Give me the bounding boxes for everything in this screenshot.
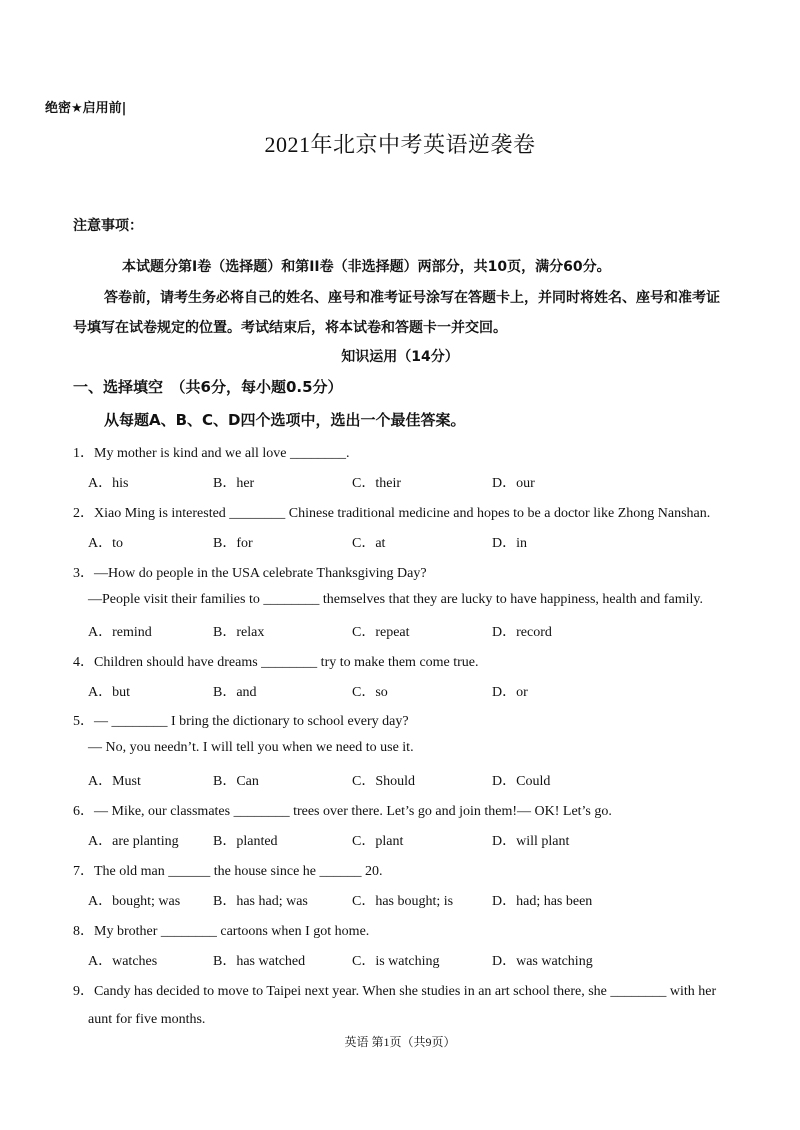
option-a[interactable]: A．watches bbox=[88, 954, 158, 969]
option-b[interactable]: B．relax bbox=[213, 625, 265, 640]
option-b[interactable]: B．Can bbox=[213, 774, 259, 789]
question-7-options bbox=[0, 890, 800, 910]
exam-title: 2021年北京中考英语逆袭卷 bbox=[264, 132, 536, 157]
option-d[interactable]: D．had; has been bbox=[492, 894, 593, 909]
question-8-options bbox=[0, 950, 800, 970]
notice-line-2: 答卷前，请考生务必将自己的姓名、座号和准考证号涂写在答题卡上，并同时将姓名、座号和准考证 bbox=[104, 290, 720, 306]
notice-line-1: 本试题分第I卷（选择题）和第II卷（非选择题）两部分，共10页，满分60分。 bbox=[122, 259, 611, 275]
option-a[interactable]: A．bought; was bbox=[88, 894, 181, 909]
option-a[interactable]: A．but bbox=[88, 685, 130, 700]
question-3-options bbox=[0, 621, 800, 641]
option-c[interactable]: C．has bought; is bbox=[352, 894, 454, 909]
section-title: 知识运用（14分） bbox=[341, 349, 459, 365]
option-c[interactable]: C．repeat bbox=[352, 625, 410, 640]
option-a[interactable]: A．his bbox=[88, 476, 129, 491]
option-b[interactable]: B．planted bbox=[213, 834, 278, 849]
option-b[interactable]: B．has had; was bbox=[213, 894, 308, 909]
option-b[interactable]: B．for bbox=[213, 536, 253, 551]
option-b[interactable]: B．her bbox=[213, 476, 255, 491]
question-5-options bbox=[0, 770, 800, 790]
question-3-stem: 3．—How do people in the USA celebrate Thanksgiving Day? bbox=[73, 566, 427, 581]
option-c[interactable]: C．plant bbox=[352, 834, 404, 849]
option-c[interactable]: C．their bbox=[352, 476, 401, 491]
question-1-options bbox=[0, 472, 800, 492]
option-c[interactable]: C．at bbox=[352, 536, 386, 551]
option-c[interactable]: C．is watching bbox=[352, 954, 440, 969]
option-d[interactable]: D．will plant bbox=[492, 834, 570, 849]
instruction: 从每题A、B、C、D四个选项中，选出一个最佳答案。 bbox=[104, 411, 466, 429]
notice-line-3: 号填写在试卷规定的位置。考试结束后，将本试卷和答题卡一并交回。 bbox=[73, 320, 507, 336]
question-2-stem: 2．Xiao Ming is interested ________ Chinese traditional medicine and hopes to be a doctor like Zhong Nanshan. bbox=[73, 506, 711, 521]
question-4-stem: 4．Children should have dreams ________ try to make them come true. bbox=[73, 655, 479, 670]
option-d[interactable]: D．record bbox=[492, 625, 552, 640]
question-4-options bbox=[0, 681, 800, 701]
question-6-options bbox=[0, 830, 800, 850]
option-c[interactable]: C．Should bbox=[352, 774, 416, 789]
question-3-stem-line-2: —People visit their families to ________ themselves that they are lucky to have happiness, health and family. bbox=[88, 592, 703, 607]
option-a[interactable]: A．Must bbox=[88, 774, 141, 789]
option-b[interactable]: B．has watched bbox=[213, 954, 306, 969]
question-5-stem: 5．— ________ I bring the dictionary to school every day? bbox=[73, 714, 409, 729]
option-c[interactable]: C．so bbox=[352, 685, 388, 700]
option-a[interactable]: A．to bbox=[88, 536, 123, 551]
option-b[interactable]: B．and bbox=[213, 685, 257, 700]
option-d[interactable]: D．or bbox=[492, 685, 528, 700]
part-title: 一、选择填空 （共6分，每小题0.5分） bbox=[73, 378, 343, 396]
option-d[interactable]: D．was watching bbox=[492, 954, 593, 969]
question-8-stem: 8．My brother ________ cartoons when I got home. bbox=[73, 924, 370, 939]
question-1-stem: 1．My mother is kind and we all love ________. bbox=[73, 446, 350, 461]
question-6-stem: 6．— Mike, our classmates ________ trees over there. Let’s go and join them!— OK! Let’s go. bbox=[73, 804, 612, 819]
option-d[interactable]: D．in bbox=[492, 536, 527, 551]
question-9-stem-line-2: aunt for five months. bbox=[88, 1012, 206, 1027]
option-d[interactable]: D．Could bbox=[492, 774, 551, 789]
question-7-stem: 7．The old man ______ the house since he ______ 20. bbox=[73, 864, 383, 879]
confidential-label: 绝密★启用前| bbox=[45, 101, 127, 116]
page-footer: 英语 第1页（共9页） bbox=[344, 1035, 456, 1049]
option-d[interactable]: D．our bbox=[492, 476, 535, 491]
question-2-options bbox=[0, 532, 800, 552]
option-a[interactable]: A．are planting bbox=[88, 834, 179, 849]
option-a[interactable]: A．remind bbox=[88, 625, 152, 640]
notice-heading: 注意事项： bbox=[73, 218, 143, 234]
question-5-stem-line-2: — No, you needn’t. I will tell you when we need to use it. bbox=[88, 740, 414, 755]
question-9-stem: 9．Candy has decided to move to Taipei next year. When she studies in an art school there, she ________ with her bbox=[73, 984, 717, 999]
